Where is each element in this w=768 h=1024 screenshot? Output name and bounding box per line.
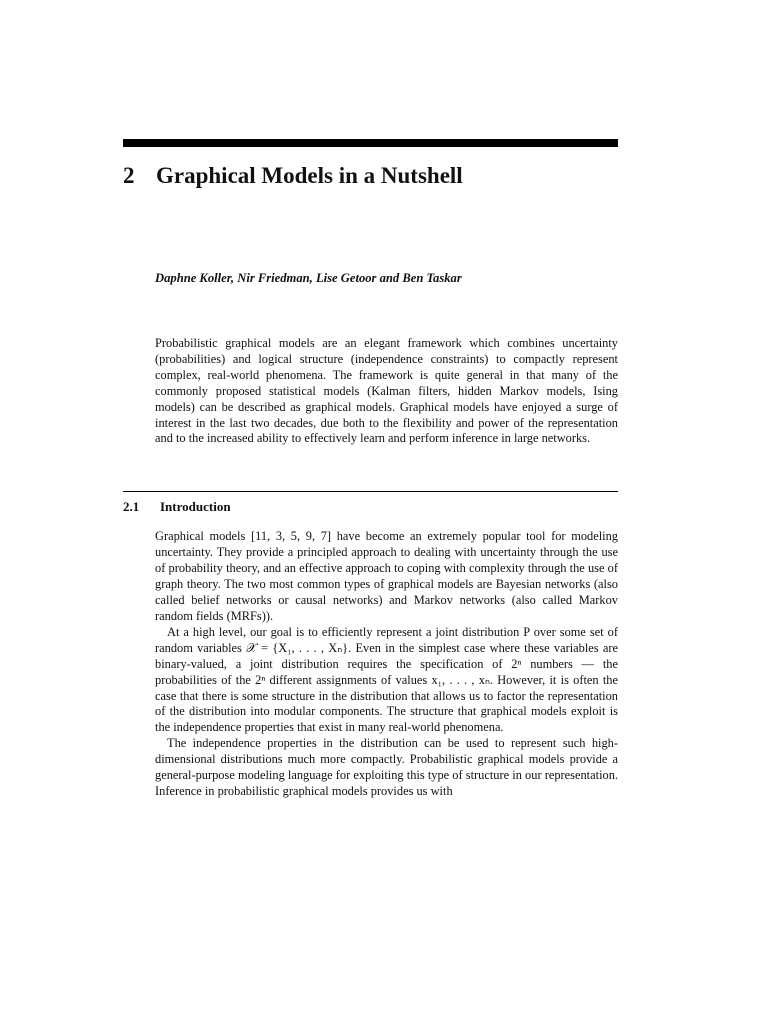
paragraph-1: Graphical models [11, 3, 5, 9, 7] have become an extremely popular tool for modeling uncertainty. They provide a principled approach to dealing with uncertainty through the use of probability theory, and an effective approach to coping with complexity through the use of graph theory. The two most common types of graphical models are Bayesian networks (also called belief networks or causal networks) and Markov networks (also called Markov random fields (MRFs)). bbox=[155, 529, 618, 623]
chapter-top-rule bbox=[123, 139, 618, 147]
section-heading bbox=[123, 498, 618, 516]
chapter-number: 2 bbox=[123, 163, 135, 188]
abstract: Probabilistic graphical models are an elegant framework which combines uncertainty (probabilities) and logical structure (independence constraints) to compactly represent complex, real-world phenomena. The framework is quite general in that many of the commonly proposed statistical models (Kalman filters, hidden Markov models, Ising models) can be described as graphical models. Graphical models have enjoyed a surge of interest in the last two decades, due both to the flexibility and power of the representation and to the increased ability to effectively learn and perform inference in large networks. bbox=[155, 336, 618, 446]
section-number: 2.1 bbox=[123, 499, 140, 514]
paragraph-2: At a high level, our goal is to efficiently represent a joint distribution P over some set of random variables 𝒳 = {X₁, . . . , Xₙ}. Even in the simplest case where these variables are binary-valued, a joint distribution requires the specification of 2ⁿ numbers — the probabilities of the 2ⁿ different assignments of values x₁, . . . , xₙ. However, it is often the case that there is some structure in the distribution that allows us to factor the representation of the distribution into modular components. The structure that graphical models exploit is the independence properties that exist in many real-world phenomena. bbox=[155, 624, 618, 735]
authors: Daphne Koller, Nir Friedman, Lise Getoor and Ben Taskar bbox=[155, 271, 462, 285]
section-body bbox=[155, 529, 618, 800]
chapter-title-text: Graphical Models in a Nutshell bbox=[156, 163, 463, 188]
paragraph-3: The independence properties in the distribution can be used to represent such high-dimensional distributions much more compactly. Probabilistic graphical models provide a general-purpose modeling language for exploiting this type of structure in our representation. Inference in probabilistic graphical models provides us with bbox=[155, 736, 618, 799]
chapter-title bbox=[123, 161, 618, 191]
section-rule bbox=[123, 491, 618, 492]
section-title: Introduction bbox=[160, 499, 231, 514]
